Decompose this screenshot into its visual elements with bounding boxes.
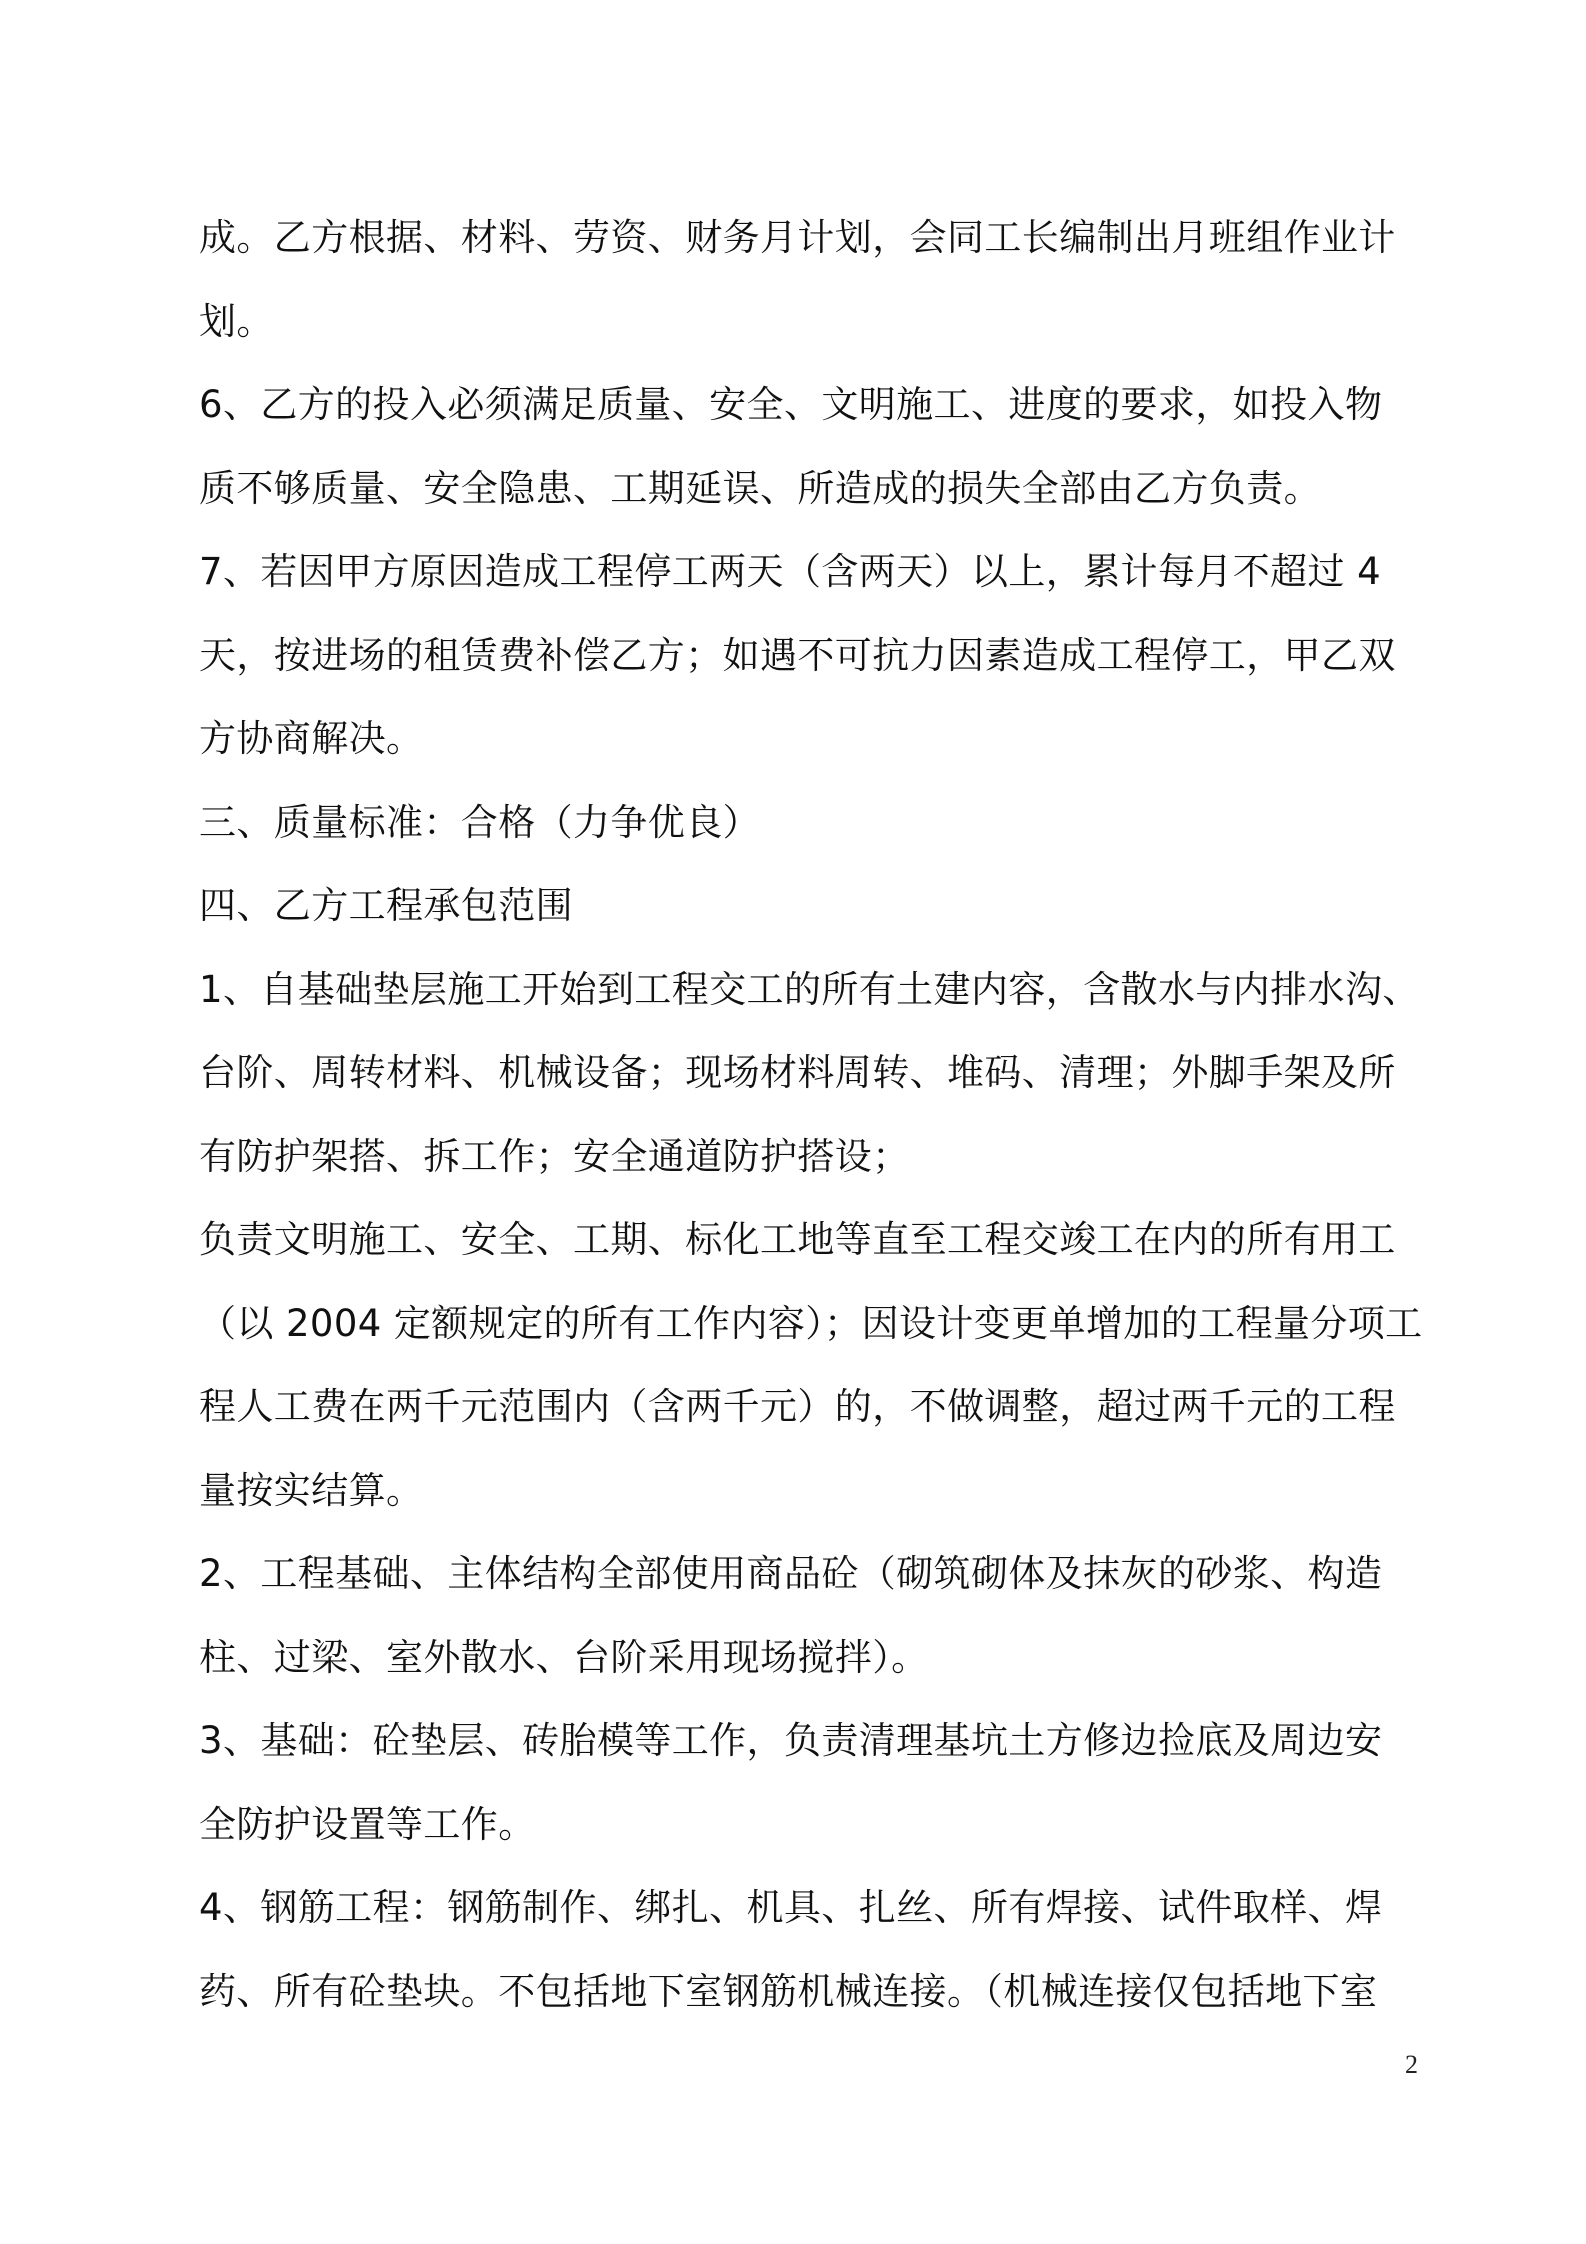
section-heading: 四、乙方工程承包范围 [199,884,573,927]
text-line: 6、乙方的投入必须满足质量、安全、文明施工、进度的要求，如投入物 [199,383,1383,426]
text-line: 方协商解决。 [199,717,424,760]
text-line: 2、工程基础、主体结构全部使用商品砼（砌筑砌体及抹灰的砂浆、构造 [199,1552,1383,1595]
text-line: 成。乙方根据、材料、劳资、财务月计划，会同工长编制出月班组作业计 [199,216,1396,259]
text-line: 1、自基础垫层施工开始到工程交工的所有土建内容，含散水与内排水沟、 [199,967,1420,1011]
text-line: 3、基础：砼垫层、砖胎模等工作，负责清理基坑土方修边捡底及周边安 [199,1719,1383,1762]
text-line: 质不够质量、安全隐患、工期延误、所造成的损失全部由乙方负责。 [199,466,1321,510]
text-line: 台阶、周转材料、机械设备；现场材料周转、堆码、清理；外脚手架及所 [199,1051,1396,1094]
section-heading: 三、质量标准：合格（力争优良） [199,800,760,844]
text-line: 负责文明施工、安全、工期、标化工地等直至工程交竣工在内的所有用工 [199,1218,1396,1261]
text-line: （以 2004 定额规定的所有工作内容）；因设计变更单增加的工程量分项工 [199,1301,1423,1345]
text-line: 全防护设置等工作。 [199,1802,536,1846]
text-line: 有防护架搭、拆工作；安全通道防护搭设； [199,1134,910,1178]
text-line: 量按实结算。 [199,1468,424,1512]
text-line: 7、若因甲方原因造成工程停工两天（含两天）以上，累计每月不超过 4 [199,550,1382,593]
text-line: 柱、过梁、室外散水、台阶采用现场搅拌）。 [199,1635,929,1679]
text-line: 程人工费在两千元范围内（含两千元）的，不做调整，超过两千元的工程 [199,1385,1396,1428]
document-body [199,196,1423,2033]
text-line: 4、钢筋工程：钢筋制作、绑扎、机具、扎丝、所有焊接、试件取样、焊 [199,1886,1383,1929]
page-number: 2 [1405,2050,1418,2079]
text-line: 划。 [199,299,274,343]
text-line: 药、所有砼垫块。不包括地下室钢筋机械连接。（机械连接仅包括地下室 [199,1969,1378,2013]
text-line: 天，按进场的租赁费补偿乙方；如遇不可抗力因素造成工程停工，甲乙双 [199,633,1396,677]
